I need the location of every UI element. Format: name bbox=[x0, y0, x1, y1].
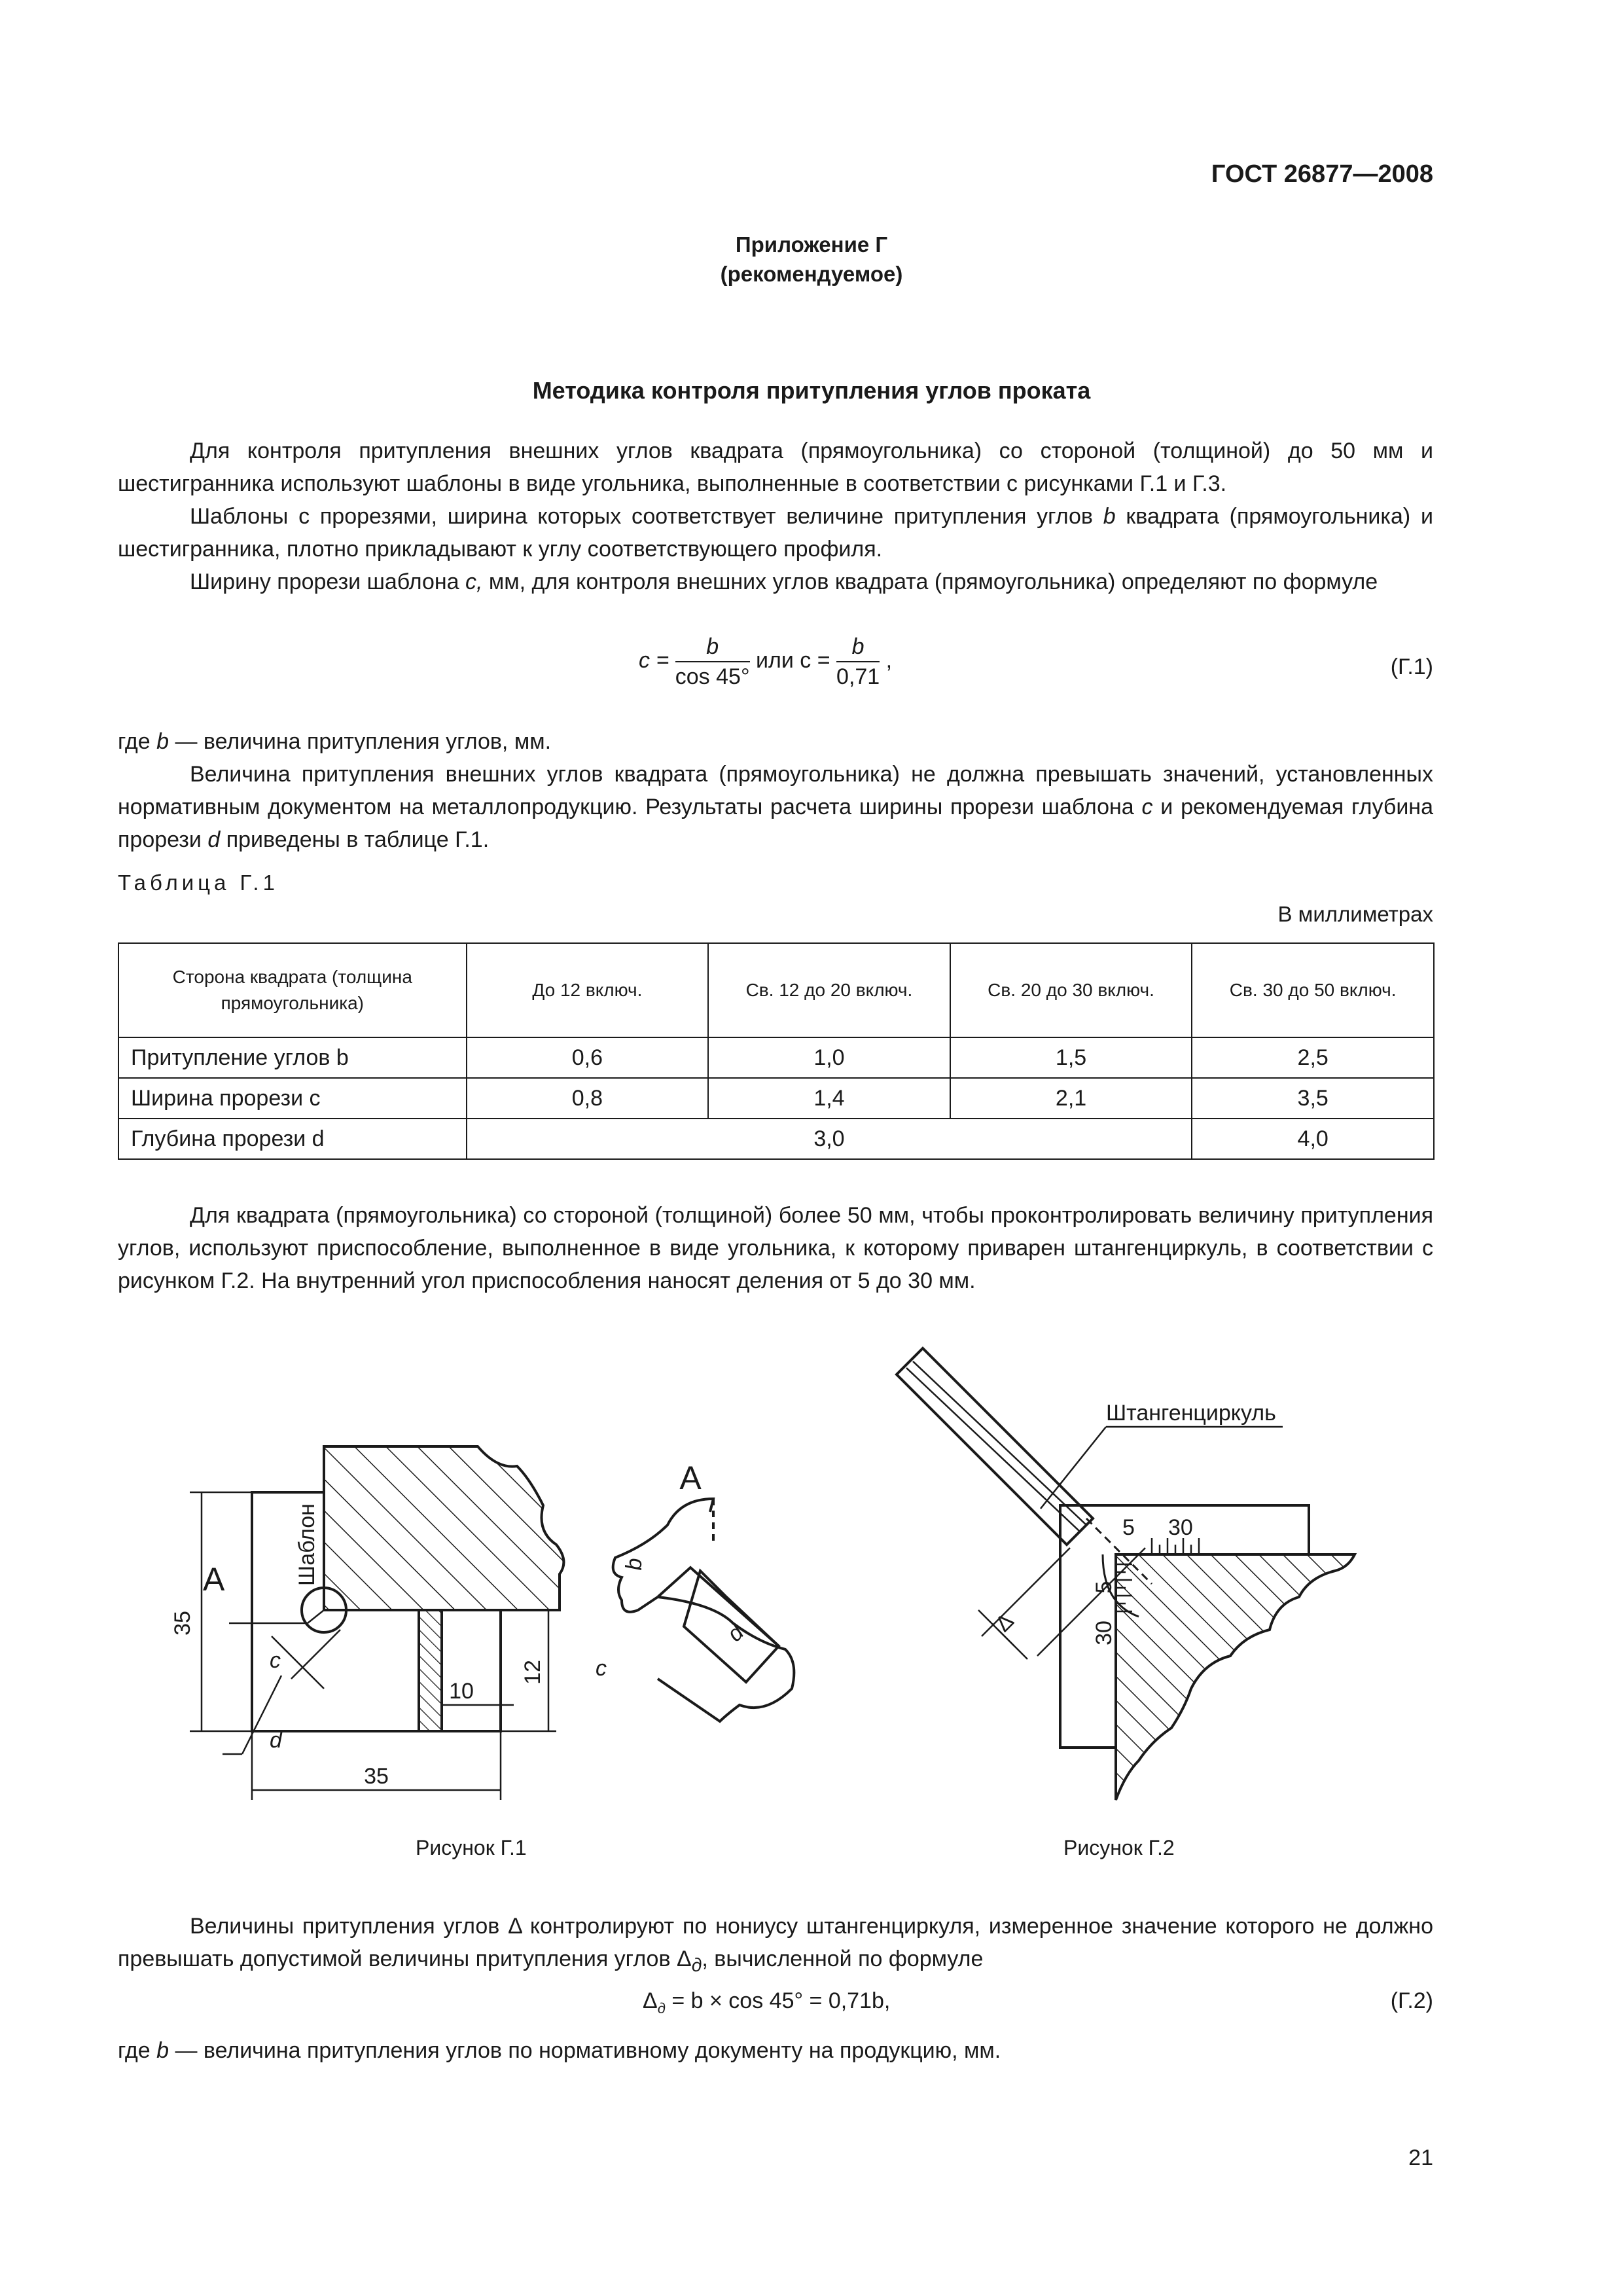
table-cell: 1,4 bbox=[708, 1078, 950, 1119]
paragraph-5: Для квадрата (прямоугольника) со стороной (толщиной) более 50 мм, чтобы проконтролировать величину притупления углов, используют приспособление, выполненное в виде угольника, к которому приварен штангенциркуль, в соответствии с рисунком Г.2. На внутренний угол приспособления наносят деления от 5 до 30 мм. bbox=[118, 1203, 1433, 1293]
table-caption: Таблица Г.1 bbox=[118, 870, 279, 895]
section-title: Методика контроля притупления углов проката bbox=[532, 377, 1091, 404]
table-row bbox=[118, 1037, 1434, 1078]
appendix-title: Приложение Г bbox=[735, 232, 888, 257]
dim-d: d bbox=[270, 1728, 282, 1753]
delta-label: Δ bbox=[990, 1608, 1019, 1637]
row-label: Глубина прорези d bbox=[118, 1119, 467, 1159]
profile-section bbox=[324, 1446, 563, 1610]
table-row bbox=[118, 1119, 1434, 1159]
scale-v-5: 5 bbox=[1092, 1581, 1116, 1594]
table-header: Св. 20 до 30 включ. bbox=[950, 943, 1192, 1037]
table-cell: 0,8 bbox=[467, 1078, 709, 1119]
template-label: Шаблон bbox=[294, 1503, 319, 1586]
dim-12: 12 bbox=[520, 1660, 545, 1685]
figure-g2 bbox=[877, 1342, 1400, 1813]
scale-v-30: 30 bbox=[1092, 1621, 1116, 1645]
paragraph-2: Шаблоны с прорезями, ширина которых соответствует величине притупления углов b квадрата (прямоугольника) и шестигранника, плотно прикладывают к углу соответствующего профиля. bbox=[118, 504, 1433, 562]
figure-g1 bbox=[98, 1348, 831, 1806]
slot-hatched bbox=[419, 1610, 442, 1731]
table-header: Сторона квадрата (толщина прямоугольника) bbox=[118, 943, 467, 1037]
dim-10: 10 bbox=[449, 1679, 474, 1704]
data-table bbox=[118, 942, 1435, 1160]
table-units: В миллиметрах bbox=[1277, 902, 1433, 926]
standard-number: ГОСТ 26877—2008 bbox=[1211, 160, 1433, 188]
table-cell: 2,5 bbox=[1192, 1037, 1434, 1078]
paragraph-3: Ширину прорези шаблона c, мм, для контроля внешних углов квадрата (прямоугольника) определяют по формуле bbox=[190, 569, 1378, 594]
table-header: До 12 включ. bbox=[467, 943, 709, 1037]
table-header: Св. 30 до 50 включ. bbox=[1192, 943, 1434, 1037]
table-cell: 2,1 bbox=[950, 1078, 1192, 1119]
caliper-label: Штангенциркуль bbox=[1106, 1401, 1276, 1426]
table-row bbox=[118, 1078, 1434, 1119]
detail-d: d bbox=[722, 1620, 749, 1647]
view-a-label: А bbox=[203, 1561, 225, 1598]
formula-g2-label: (Г.2) bbox=[1390, 1988, 1433, 2013]
paragraph-1: Для контроля притупления внешних углов квадрата (прямоугольника) со стороной (толщиной) до 50 мм и шестигранника используют шаблоны в виде угольника, выполненные в соответствии с рисунками Г.1 и Г.3. bbox=[118, 439, 1433, 496]
figure-g2-caption: Рисунок Г.2 bbox=[1063, 1836, 1175, 1859]
table-header-row bbox=[118, 943, 1434, 1037]
scale-h-30: 30 bbox=[1168, 1515, 1193, 1540]
scale-h-5: 5 bbox=[1122, 1515, 1135, 1540]
detail-a bbox=[613, 1499, 794, 1721]
detail-c: c bbox=[596, 1656, 607, 1681]
row-label: Ширина прорези c bbox=[118, 1078, 467, 1119]
paragraph-6: Величины притупления углов Δ контролируют по нониусу штангенциркуля, измеренное значение которого не должно превышать допустимой величины притупления углов $\Delta_д$, вычисленной по формуле bbox=[118, 1914, 1433, 1976]
table-cell: 3,5 bbox=[1192, 1078, 1434, 1119]
appendix-subtitle: (рекомендуемое) bbox=[720, 262, 903, 286]
dim-35-vertical: 35 bbox=[170, 1611, 195, 1636]
detail-a-label: А bbox=[679, 1460, 702, 1496]
paragraph-4: Величина притупления внешних углов квадрата (прямоугольника) не должна превышать значений, установленных нормативным документом на металлопродукцию. Результаты расчета ширины прорези шаблона c и рекомендуемая глубина прорези d приведены в таблице Г.1. bbox=[118, 762, 1433, 852]
table-cell: 1,5 bbox=[950, 1037, 1192, 1078]
dim-c: c bbox=[270, 1648, 281, 1673]
formula-g1: c = $\frac{b}{\cos 45^\circ}$ или c = $\frac{b}{0,71}$ , bbox=[639, 632, 892, 691]
where-1: где b — величина притупления углов, мм. bbox=[118, 729, 552, 754]
workpiece-section bbox=[1116, 1554, 1355, 1800]
table-cell: 1,0 bbox=[708, 1037, 950, 1078]
table-cell: 4,0 bbox=[1192, 1119, 1434, 1159]
dim-35-horizontal: 35 bbox=[364, 1764, 389, 1789]
table-cell: 3,0 bbox=[467, 1119, 1192, 1159]
row-label: Притупление углов b bbox=[118, 1037, 467, 1078]
table-cell: 0,6 bbox=[467, 1037, 709, 1078]
formula-g1-label: (Г.1) bbox=[1390, 655, 1433, 679]
where-2: где b — величина притупления углов по нормативному документу на продукцию, мм. bbox=[118, 2038, 1001, 2063]
formula-g2: $\Delta_д = b \times \cos 45^\circ = 0,71b$, bbox=[643, 1988, 891, 2017]
table-header: Св. 12 до 20 включ. bbox=[708, 943, 950, 1037]
detail-b: b bbox=[622, 1558, 647, 1571]
figure-g1-caption: Рисунок Г.1 bbox=[416, 1836, 527, 1859]
page-number: 21 bbox=[1408, 2145, 1433, 2170]
